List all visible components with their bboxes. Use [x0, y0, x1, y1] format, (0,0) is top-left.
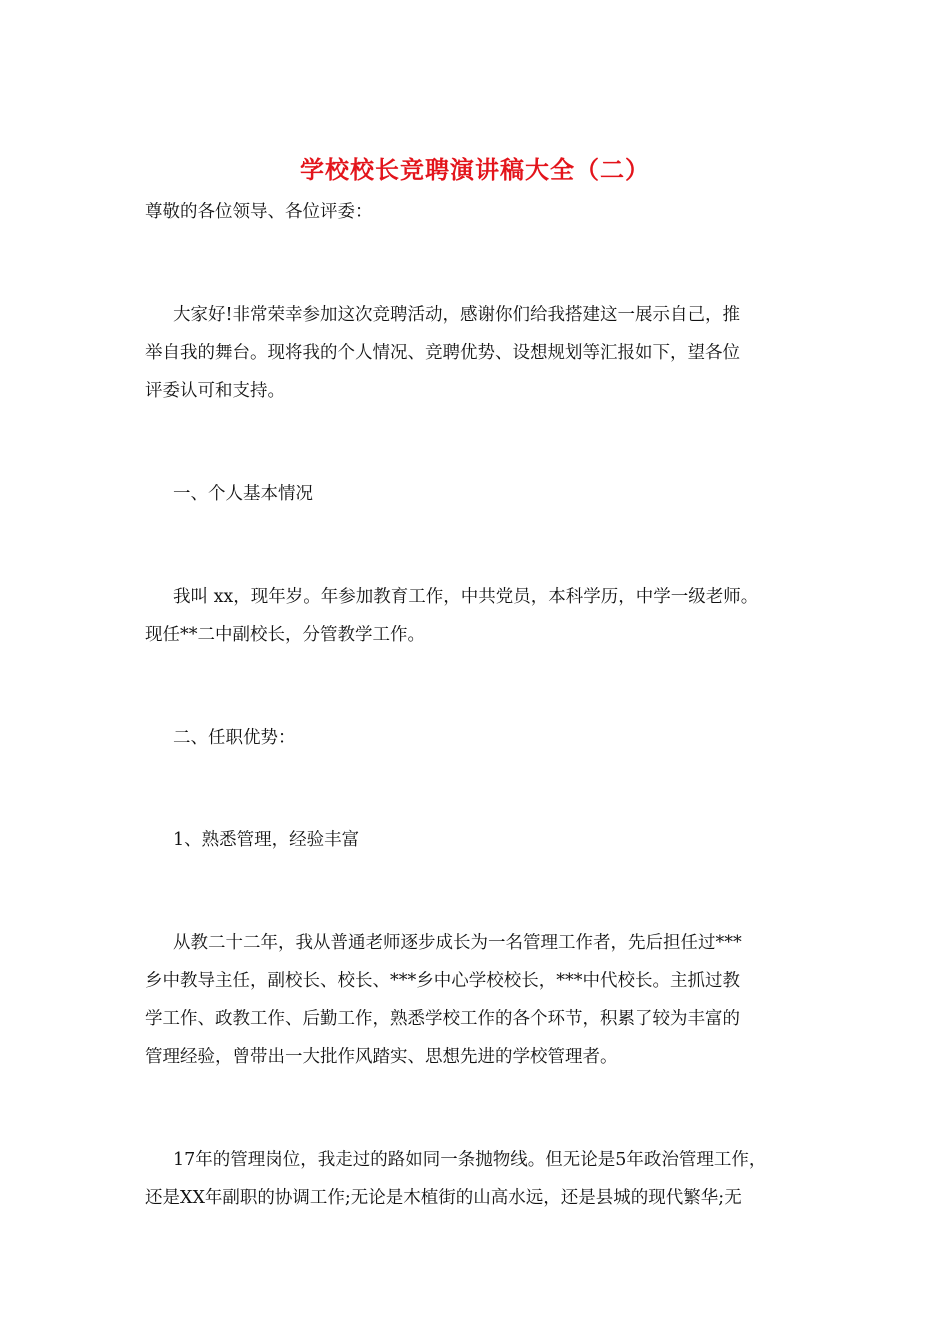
sub-heading: 1、熟悉管理，经验丰富 [173, 830, 360, 850]
salutation: 尊敬的各位领导、各位评委： [145, 202, 373, 222]
paragraph-line: 大家好!非常荣幸参加这次竞聘活动，感谢你们给我搭建这一展示自己，推 [173, 305, 741, 325]
paragraph-line: 我叫 xx，现年岁。年参加教育工作，中共党员，本科学历，中学一级老师。 [173, 587, 759, 607]
paragraph-line: 现任**二中副校长，分管教学工作。 [145, 625, 425, 645]
paragraph-line: 举自我的舞台。现将我的个人情况、竞聘优势、设想规划等汇报如下，望各位 [145, 343, 740, 363]
paragraph-line: 从教二十二年，我从普通老师逐步成长为一名管理工作者，先后担任过*** [173, 933, 742, 953]
paragraph-line: 管理经验，曾带出一大批作风踏实、思想先进的学校管理者。 [145, 1047, 618, 1067]
section-heading: 二、任职优势： [173, 728, 296, 748]
section-heading: 一、个人基本情况 [173, 484, 313, 504]
paragraph-line: 17年的管理岗位，我走过的路如同一条抛物线。但无论是5年政治管理工作， [173, 1150, 767, 1170]
paragraph-line: 学工作、政教工作、后勤工作，熟悉学校工作的各个环节，积累了较为丰富的 [145, 1009, 740, 1029]
paragraph-line: 乡中教导主任，副校长、校长、***乡中心学校校长，***中代校长。主抓过教 [145, 971, 740, 991]
document-title: 学校校长竞聘演讲稿大全（二） [300, 155, 650, 184]
paragraph-line: 评委认可和支持。 [145, 381, 285, 401]
paragraph-line: 还是XX年副职的协调工作;无论是木植街的山高水远，还是县城的现代繁华;无 [145, 1188, 742, 1208]
